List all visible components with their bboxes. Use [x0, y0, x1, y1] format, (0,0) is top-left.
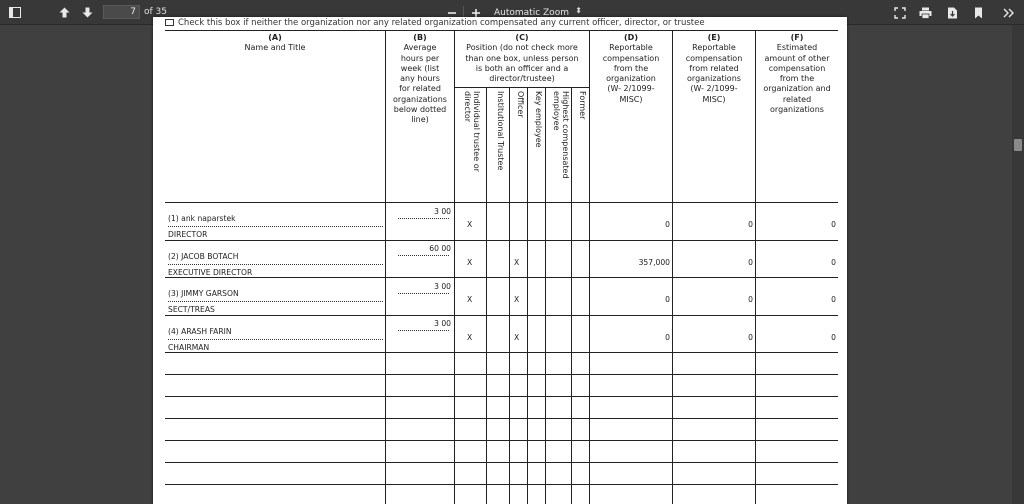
row-name: (1) ank naparstek — [168, 214, 236, 223]
row-title: EXECUTIVE DIRECTOR — [168, 268, 253, 277]
row-title: DIRECTOR — [168, 230, 208, 239]
subheader-officer: Officer — [516, 91, 525, 118]
checkbox-instruction — [165, 18, 705, 28]
position-header-rule — [454, 87, 589, 88]
tools-icon[interactable] — [998, 3, 1018, 22]
document-viewer[interactable] — [0, 18, 1024, 504]
table-top-rule — [165, 30, 838, 31]
row-hours: 3 00 — [434, 319, 451, 328]
download-icon[interactable] — [942, 3, 962, 22]
row-rule — [165, 277, 838, 278]
subheader-highest-compensated: Highest compensated employee — [552, 91, 570, 179]
row-d-value: 357,000 — [638, 258, 670, 267]
row-rule — [165, 240, 838, 241]
row-e-value: 0 — [748, 258, 753, 267]
header-c: (C) Position (do not check more than one box, unless person is both an officer and a director/trustee) — [465, 33, 579, 84]
scrollbar-thumb[interactable] — [1014, 139, 1022, 151]
row-f-value: 0 — [831, 258, 836, 267]
row-e-value: 0 — [748, 220, 753, 229]
row-title: SECT/TREAS — [168, 305, 215, 314]
row-officer-mark: X — [514, 295, 520, 304]
presentation-mode-icon[interactable] — [890, 3, 910, 22]
dotted-line — [398, 330, 449, 331]
row-rule — [165, 374, 838, 375]
column-rule — [454, 30, 455, 504]
page-count-label: of 35 — [144, 7, 167, 17]
column-rule — [486, 87, 487, 504]
next-page-icon[interactable] — [77, 3, 97, 22]
dotted-line — [398, 293, 449, 294]
header-e: (E) Reportable compensation from related organizations (W- 2/1099- MISC) — [685, 33, 743, 104]
chevron-updown-icon: ⬍ — [575, 6, 582, 15]
row-officer-mark: X — [514, 258, 520, 267]
column-rule — [571, 87, 572, 504]
row-name: (2) JACOB BOTACH — [168, 252, 239, 261]
previous-page-icon[interactable] — [54, 3, 74, 22]
row-rule — [165, 440, 838, 441]
pdf-page — [153, 17, 847, 504]
row-hours: 60 00 — [429, 244, 451, 253]
row-individual-mark: X — [467, 295, 473, 304]
column-rule — [527, 87, 528, 504]
instruction-text: Check this box if neither the organization nor any related organization compensated any current officer, director, or trustee — [178, 18, 705, 28]
bookmark-icon[interactable] — [968, 3, 988, 22]
subheader-key-employee: Key employee — [534, 91, 543, 148]
zoom-select-label: Automatic Zoom — [494, 7, 569, 18]
row-f-value: 0 — [831, 220, 836, 229]
header-b: (B) Average hours per week (list any hours for related organizations below dotted line) — [393, 33, 447, 125]
column-rule — [509, 87, 510, 504]
row-title: CHAIRMAN — [168, 343, 210, 352]
row-individual-mark: X — [467, 258, 473, 267]
row-rule — [165, 396, 838, 397]
header-a: (A) Name and Title — [244, 33, 306, 53]
dotted-line — [168, 339, 383, 340]
row-individual-mark: X — [467, 333, 473, 342]
row-rule — [165, 315, 838, 316]
row-rule — [165, 352, 838, 353]
compensation-table — [165, 30, 838, 504]
row-hours: 3 00 — [434, 207, 451, 216]
vertical-scrollbar[interactable] — [1012, 25, 1024, 504]
sidebar-toggle-icon[interactable] — [5, 3, 25, 22]
header-d: (D) Reportable compensation from the organization (W- 2/1099- MISC) — [602, 33, 660, 104]
row-f-value: 0 — [831, 295, 836, 304]
row-officer-mark: X — [514, 333, 520, 342]
row-rule — [165, 484, 838, 485]
page-number-input[interactable] — [103, 5, 140, 19]
instruction-checkbox — [165, 19, 174, 26]
dotted-line — [168, 301, 383, 302]
dotted-line — [168, 226, 383, 227]
row-rule — [165, 462, 838, 463]
row-e-value: 0 — [748, 295, 753, 304]
subheader-individual-trustee: Individual trustee or director — [463, 91, 481, 172]
dotted-line — [398, 218, 449, 219]
subheader-institutional-trustee: Institutional Trustee — [496, 91, 505, 171]
row-rule — [165, 418, 838, 419]
dotted-line — [398, 255, 449, 256]
print-icon[interactable] — [915, 3, 935, 22]
subheader-former: Former — [578, 91, 587, 120]
dotted-line — [168, 264, 383, 265]
row-individual-mark: X — [467, 220, 473, 229]
row-d-value: 0 — [665, 220, 670, 229]
header-bottom-rule — [165, 202, 838, 203]
row-e-value: 0 — [748, 333, 753, 342]
row-d-value: 0 — [665, 295, 670, 304]
row-d-value: 0 — [665, 333, 670, 342]
header-f: (F) Estimated amount of other compensation from the organization and related organizations — [763, 33, 831, 115]
row-name: (4) ARASH FARIN — [168, 327, 232, 336]
row-f-value: 0 — [831, 333, 836, 342]
row-hours: 3 00 — [434, 282, 451, 291]
row-name: (3) JIMMY GARSON — [168, 289, 239, 298]
column-rule — [545, 87, 546, 504]
